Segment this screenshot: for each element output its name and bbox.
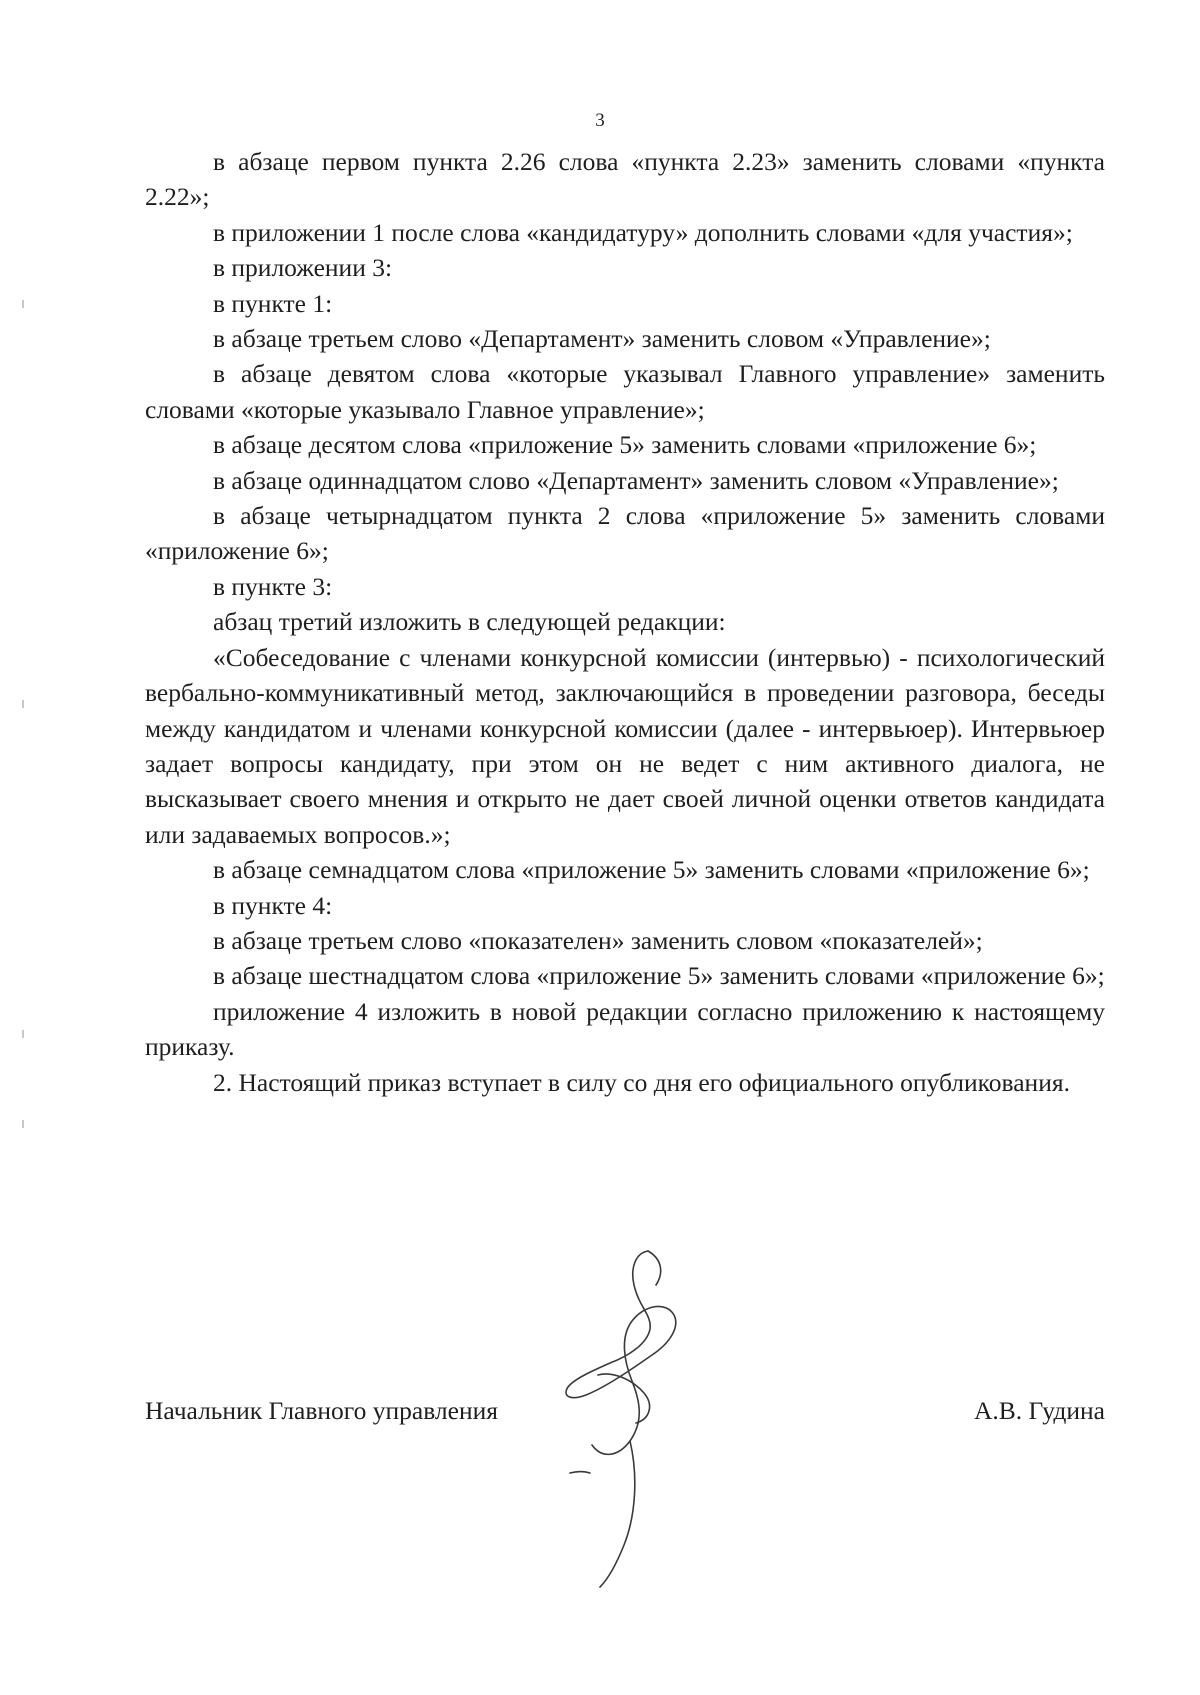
quoted-definition-paragraph: «Собеседование с членами конкурсной комиссии (интервью) - психологический вербально-коммуникативный метод, заключающийся в проведении разговора, беседы между кандидатом и членами конкурсной комиссии (далее - интервьюер). Интервьюер задает вопросы кандидату, при этом он не ведет с ним активного диалога, не высказывает своего мнения и открыто не дает своей личной оценки ответов кандидата или задаваемых вопросов.»; <box>145 642 1105 849</box>
paragraph: в пункте 3: <box>213 571 333 601</box>
scan-mark <box>22 1030 24 1038</box>
signatory-name: А.В. Гудина <box>973 1396 1105 1425</box>
effective-date-paragraph: 2. Настоящий приказ вступает в силу со дня его официального опубликования. <box>213 1067 1070 1097</box>
paragraph: в абзаце десятом слова «приложение 5» заменить словами «приложение 6»; <box>213 430 1037 460</box>
paragraph: в абзаце первом пункта 2.26 слова «пункта 2.23» заменить словами «пункта 2.22»; <box>145 147 1105 212</box>
signature-stroke <box>570 1472 590 1474</box>
scan-mark <box>22 700 24 708</box>
paragraph: в абзаце четырнадцатом пункта 2 слова «приложение 5» заменить словами «приложение 6»; <box>145 501 1105 566</box>
signature-stroke <box>648 1251 661 1285</box>
paragraph: в абзаце шестнадцатом слова «приложение 5» заменить словами «приложение 6»; <box>213 961 1105 991</box>
page-number: 3 <box>595 110 605 131</box>
paragraph: в абзаце третьем слово «показателен» заменить словом «показателей»; <box>213 925 983 955</box>
paragraph: в пункте 1: <box>213 288 333 318</box>
paragraph: в абзаце семнадцатом слова «приложение 5» заменить словами «приложение 6»; <box>213 855 1090 885</box>
signature-stroke <box>566 1251 676 1454</box>
signature-stroke <box>598 1374 650 1423</box>
paragraph: в абзаце одиннадцатом слово «Департамент» заменить словом «Управление»; <box>213 465 1059 495</box>
signature-stroke <box>600 1441 635 1587</box>
paragraph: в приложении 3: <box>213 253 393 283</box>
paragraph: абзац третий изложить в следующей редакции: <box>213 607 726 637</box>
scan-mark <box>22 1120 24 1128</box>
handwritten-signature <box>540 1245 740 1605</box>
paragraph: в приложении 1 после слова «кандидатуру» дополнить словами «для участия»; <box>213 217 1073 247</box>
scan-mark <box>22 300 24 308</box>
document-body <box>145 144 1105 1100</box>
paragraph: в абзаце девятом слова «которые указывал Главного управление» заменить словами «которые указывало Главное управление»; <box>145 359 1105 424</box>
paragraph: в абзаце третьем слово «Департамент» заменить словом «Управление»; <box>213 324 991 354</box>
signatory-position: Начальник Главного управления <box>145 1396 498 1425</box>
paragraph: в пункте 4: <box>213 890 333 920</box>
paragraph: приложение 4 изложить в новой редакции согласно приложению к настоящему приказу. <box>145 996 1105 1062</box>
